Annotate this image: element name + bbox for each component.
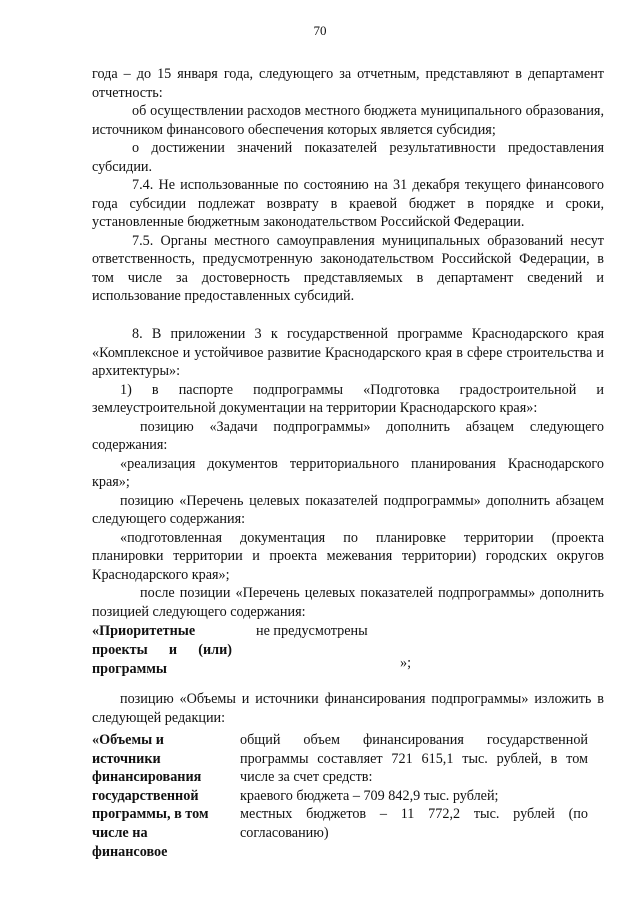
paragraph: позицию «Объемы и источники финансирования подпрограммы» изложить в следующей редакции: (92, 691, 604, 726)
table2-label-line: источники (92, 750, 161, 767)
table1-label-line: программы (92, 661, 167, 677)
volumes-section (92, 690, 604, 727)
table2-value-line: местных бюджетов – 11 772,2 тыс. рублей (по согласованию) (240, 806, 588, 841)
paragraph: позицию «Задачи подпрограммы» дополнить абзацем следующего содержания: (92, 418, 604, 453)
table1-value: не предусмотрены (256, 623, 368, 639)
section-8 (92, 325, 604, 621)
table1-label-line: проекты и (или) (92, 642, 232, 658)
table2-value-line: общий объем финансирования государственной программы составляет 721 615,1 тыс. рублей, в том числе за счет средств: (240, 732, 588, 786)
paragraph: года – до 15 января года, следующего за отчетным, представляют в департамент отчетность: (92, 66, 604, 101)
paragraph: «реализация документов территориального планирования Краснодарского края»; (92, 455, 604, 490)
paragraph: 7.5. Органы местного самоуправления муниципальных образований несут ответственность, предусмотренную законодательством Российской Федерации, в том числе за достоверность представляемых в департамент сведений и использование предоставленных субсидий. (92, 232, 604, 304)
paragraph: 7.4. Не использованные по состоянию на 31 декабря текущего финансового года субсидии подлежат возврату в краевой бюджет в порядке и сроки, установленные бюджетным законодательством Российской Федерации. (92, 177, 604, 230)
table2-value (240, 731, 588, 843)
table1-label-line: «Приоритетные (92, 623, 196, 639)
table2-label-line: «Объемы и (92, 732, 164, 748)
paragraph: позицию «Перечень целевых показателей подпрограммы» дополнить абзацем следующего содержания: (92, 492, 604, 527)
page-number: 70 (313, 23, 327, 38)
table2-value-line: краевого бюджета – 709 842,9 тыс. рублей; (240, 787, 499, 804)
table2-label-line: финансирования (92, 769, 202, 786)
table2-label-line: числе на (92, 824, 148, 841)
table1-label (92, 622, 232, 679)
paragraph: об осуществлении расходов местного бюджета муниципального образования, источником финансового обеспечения которых является субсидия; (92, 103, 604, 138)
table2-label-line: финансовое (92, 843, 168, 860)
table1-closing: »; (400, 655, 412, 671)
paragraph: о достижении значений показателей результативности предоставления субсидии. (92, 140, 604, 175)
paragraph: 8. В приложении 3 к государственной программе Краснодарского края «Комплексное и устойчивое развитие Краснодарского края в сфере строительства и архитектуры»: (92, 326, 604, 379)
table2-label (92, 731, 220, 861)
paragraph: «подготовленная документация по планировке территории (проекта планировки территории и проекта межевания территории) городских округов Краснодарского края»; (92, 529, 604, 583)
paragraph: после позиции «Перечень целевых показателей подпрограммы» дополнить позицией следующего содержания: (92, 585, 604, 620)
table2-label-line: государственной (92, 787, 199, 804)
top-section (92, 65, 604, 306)
paragraph: 1) в паспорте подпрограммы «Подготовка градостроительной и землеустроительной документации на территории Краснодарского края»: (92, 381, 604, 416)
table2-label-line: программы, в том (92, 806, 209, 823)
